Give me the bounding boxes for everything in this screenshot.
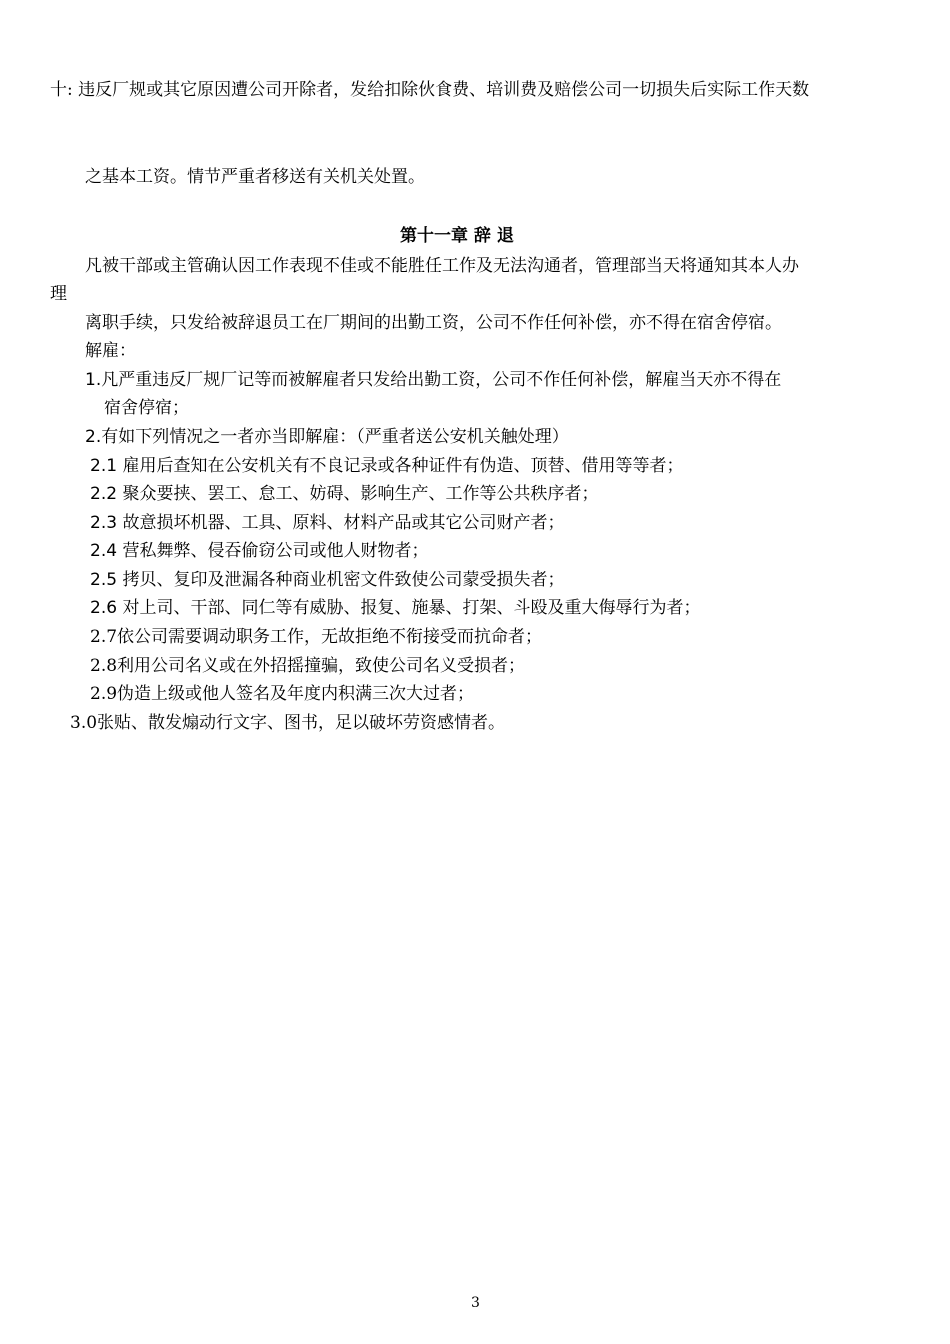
sub-item-text: 利用公司名义或在外招摇撞骗，致使公司名义受损者；	[117, 656, 526, 676]
sub-item-number: 2.2	[90, 484, 118, 504]
termination-item-1	[85, 369, 781, 391]
sub-item	[90, 683, 474, 705]
sub-item-number: 2.3	[90, 513, 118, 533]
sub-item	[70, 712, 505, 734]
sub-item-number: 2.4	[90, 541, 118, 561]
item-number: 2.	[85, 427, 102, 447]
sub-item-number: 2.1	[90, 456, 118, 476]
page-number: 3	[471, 1295, 480, 1311]
termination-item-1-continued: 宿舍停宿；	[104, 398, 189, 418]
item-text: 有如下列情况之一者亦当即解雇：（严重者送公安机关触处理）	[101, 427, 569, 447]
termination-item-2	[85, 426, 569, 448]
clause-ten-line1: 十: 违反厂规或其它原因遭公司开除者，发给扣除伙食费、培训费及赔偿公司一切损失后实际工作天数	[50, 80, 810, 100]
sub-item	[90, 540, 428, 562]
termination-heading: 解雇：	[85, 341, 136, 361]
sub-item-text: 依公司需要调动职务工作，无故拒绝不衔接受而抗命者；	[117, 627, 543, 647]
sub-item-text: 聚众要挟、罢工、怠工、妨碍、影响生产、工作等公共秩序者；	[117, 484, 599, 504]
sub-item-text: 营私舞弊、侵吞偷窃公司或他人财物者；	[117, 541, 429, 561]
sub-item-number: 2.9	[90, 684, 118, 704]
sub-item-text: 张贴、散发煽动行文字、图书，足以破坏劳资感情者。	[97, 713, 506, 733]
sub-item	[90, 512, 564, 534]
sub-item	[90, 597, 700, 619]
item-text: 凡严重违反厂规厂记等而被解雇者只发给出勤工资，公司不作任何补偿，解雇当天亦不得在	[101, 370, 782, 390]
sub-item	[90, 455, 683, 477]
sub-item-number: 2.7	[90, 627, 118, 647]
sub-item	[90, 626, 542, 648]
sub-item-text: 雇用后查知在公安机关有不良记录或各种证件有伪造、顶替、借用等等者；	[117, 456, 684, 476]
sub-item-text: 拷贝、复印及泄漏各种商业机密文件致使公司蒙受损失者；	[117, 570, 565, 590]
dismissal-para-line2: 理	[50, 284, 67, 304]
sub-item-text: 对上司、干部、同仁等有威胁、报复、施暴、打架、斗殴及重大侮辱行为者；	[117, 598, 701, 618]
sub-item	[90, 569, 564, 591]
sub-item-text: 伪造上级或他人签名及年度内积满三次大过者；	[117, 684, 475, 704]
sub-item-number: 2.8	[90, 656, 118, 676]
sub-item-number: 2.5	[90, 570, 118, 590]
sub-item-number: 2.6	[90, 598, 118, 618]
chapter-title: 第十一章 辞 退	[400, 226, 514, 246]
sub-item	[90, 483, 598, 505]
sub-item-text: 故意损坏机器、工具、原料、材料产品或其它公司财产者；	[117, 513, 565, 533]
clause-ten-line2: 之基本工资。情节严重者移送有关机关处置。	[85, 167, 425, 187]
dismissal-para-line1: 凡被干部或主管确认因工作表现不佳或不能胜任工作及无法沟通者，管理部当天将通知其本人办	[85, 256, 799, 276]
sub-item-number: 3.0	[70, 713, 98, 733]
item-number: 1.	[85, 370, 102, 390]
dismissal-para-line3: 离职手续，只发给被辞退员工在厂期间的出勤工资，公司不作任何补偿，亦不得在宿舍停宿。	[85, 313, 782, 333]
sub-item	[90, 655, 525, 677]
